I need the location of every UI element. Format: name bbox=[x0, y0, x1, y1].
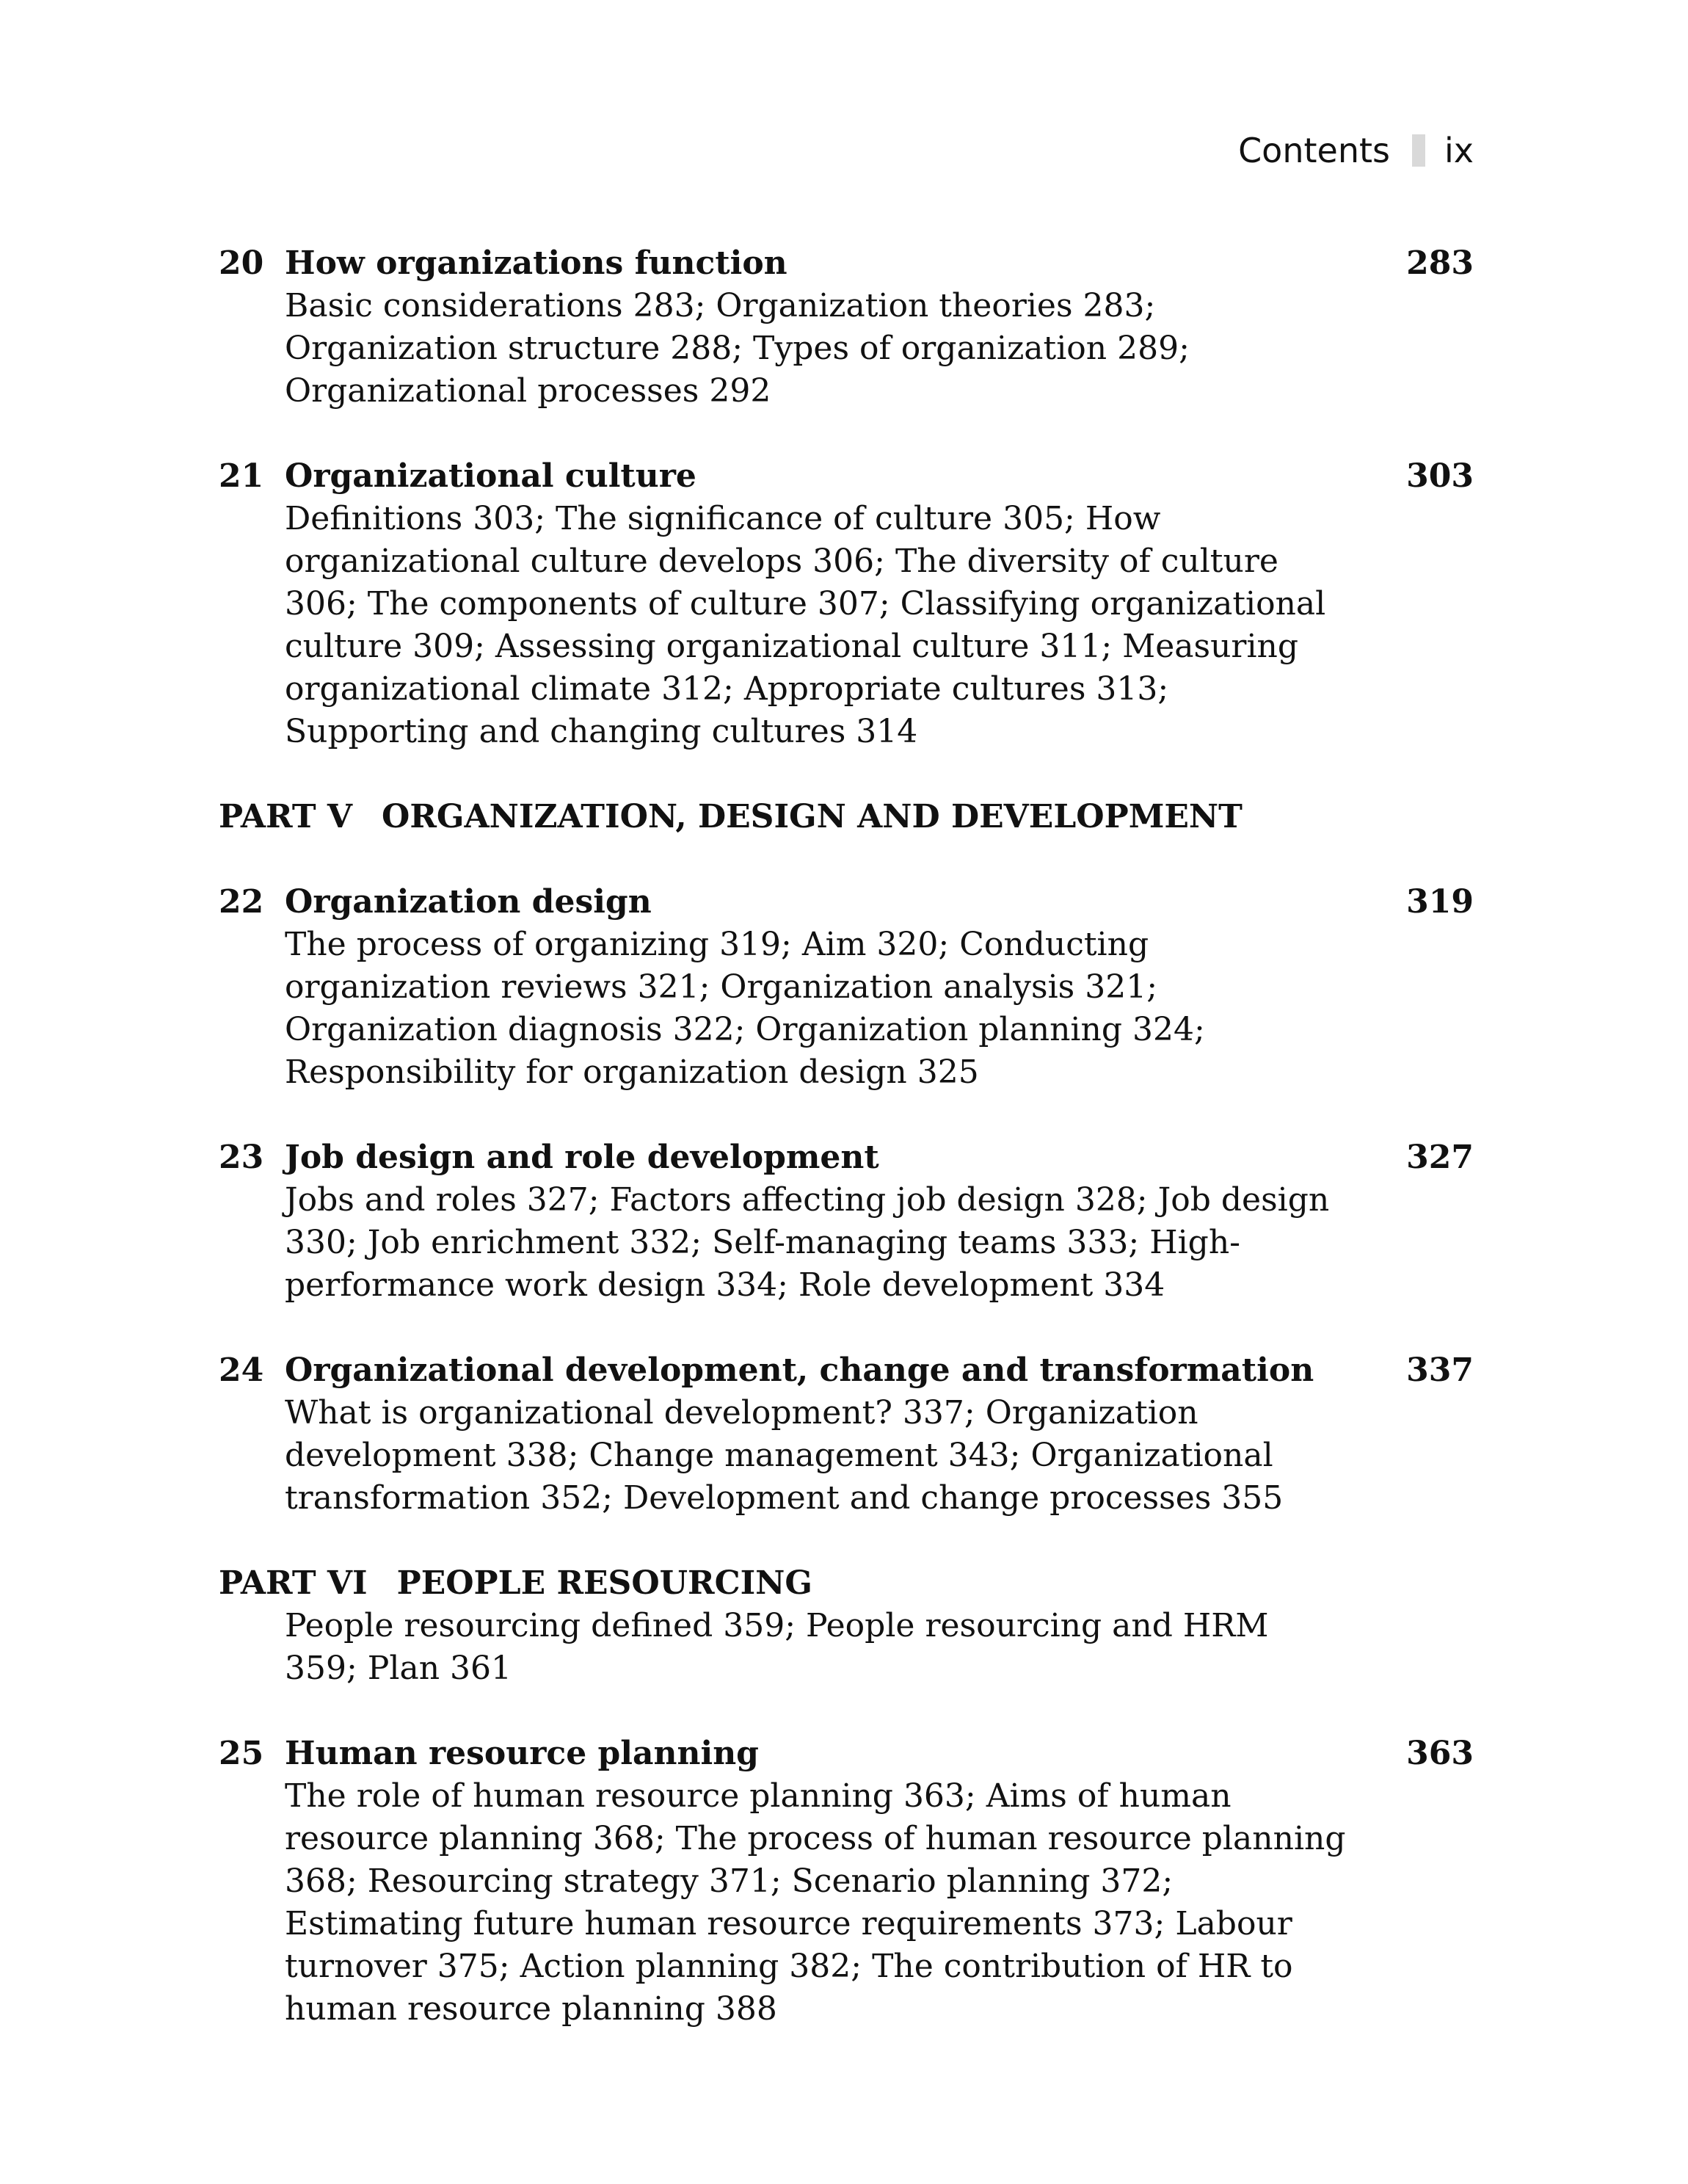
chapter-title: Human resource planning bbox=[285, 1735, 759, 1772]
toc-chapter-24[interactable] bbox=[219, 1349, 1474, 1520]
chapter-number: 21 bbox=[219, 457, 264, 495]
chapter-title: How organizations function bbox=[285, 244, 787, 282]
toc-chapter-21[interactable] bbox=[219, 455, 1474, 753]
chapter-page: 319 bbox=[1406, 883, 1474, 921]
part-subtopics: People resourcing defined 359; People resourcing and HRM 359; Plan 361 bbox=[285, 1607, 1269, 1687]
part-label: PART V bbox=[219, 798, 353, 835]
toc-part-v bbox=[219, 796, 1474, 838]
chapter-page: 337 bbox=[1406, 1352, 1474, 1389]
part-title: PEOPLE RESOURCING bbox=[396, 1564, 812, 1602]
chapter-subtopics: Definitions 303; The significance of culture 305; How organizational culture develops 306; The diversity of culture 306; The components of culture 307; Classifying organizational culture 309; Assessing organizational culture 311; Measuring organizational climate 312; Appropriate cultures 313; Supporting and changing cultures 314 bbox=[285, 500, 1326, 750]
chapter-number: 25 bbox=[219, 1735, 264, 1772]
running-title: Contents bbox=[1238, 131, 1390, 170]
chapter-title: Organizational development, change and transformation bbox=[285, 1352, 1314, 1389]
page-number: ix bbox=[1444, 131, 1474, 170]
chapter-subtopics: Basic considerations 283; Organization theories 283; Organization structure 288; Types of organization 289; Organizational processes 292 bbox=[285, 287, 1190, 410]
running-header bbox=[1238, 131, 1474, 170]
part-label: PART VI bbox=[219, 1564, 368, 1602]
toc-part-vi bbox=[219, 1562, 1474, 1690]
toc-chapter-25[interactable] bbox=[219, 1733, 1474, 2031]
toc-chapter-20[interactable] bbox=[219, 242, 1474, 413]
chapter-title: Job design and role development bbox=[285, 1139, 879, 1176]
chapter-subtopics: The role of human resource planning 363; Aims of human resource planning 368; The process of human resource planning 368; Resourcing strategy 371; Scenario planning 372; Estimating future human resource requirements 373; Labour turnover 375; Action planning 382; The contribution of HR to human resource planning 388 bbox=[285, 1777, 1346, 2028]
chapter-subtopics: Jobs and roles 327; Factors affecting job design 328; Job design 330; Job enrichment 332; Self-managing teams 333; High-performance work design 334; Role development 334 bbox=[285, 1181, 1330, 1304]
chapter-number: 23 bbox=[219, 1139, 264, 1176]
part-heading bbox=[219, 1562, 1474, 1605]
chapter-number: 22 bbox=[219, 883, 264, 921]
chapter-title: Organization design bbox=[285, 883, 652, 921]
toc-chapter-22[interactable] bbox=[219, 881, 1474, 1094]
part-title: ORGANIZATION, DESIGN AND DEVELOPMENT bbox=[382, 798, 1243, 835]
toc-chapter-23[interactable] bbox=[219, 1136, 1474, 1307]
chapter-page: 283 bbox=[1406, 244, 1474, 282]
chapter-subtopics: What is organizational development? 337; Organization development 338; Change management 343; Organizational transformation 352; Development and change processes 355 bbox=[285, 1394, 1284, 1517]
chapter-title: Organizational culture bbox=[285, 457, 696, 495]
chapter-page: 363 bbox=[1406, 1735, 1474, 1772]
chapter-subtopics: The process of organizing 319; Aim 320; Conducting organization reviews 321; Organization analysis 321; Organization diagnosis 322; Organization planning 324; Responsibility for organization design 325 bbox=[285, 926, 1205, 1091]
chapter-number: 24 bbox=[219, 1352, 264, 1389]
chapter-number: 20 bbox=[219, 244, 264, 282]
table-of-contents bbox=[219, 242, 1474, 2073]
part-heading bbox=[219, 796, 1474, 838]
chapter-page: 327 bbox=[1406, 1139, 1474, 1176]
chapter-page: 303 bbox=[1406, 457, 1474, 495]
header-marker bbox=[1412, 134, 1425, 167]
